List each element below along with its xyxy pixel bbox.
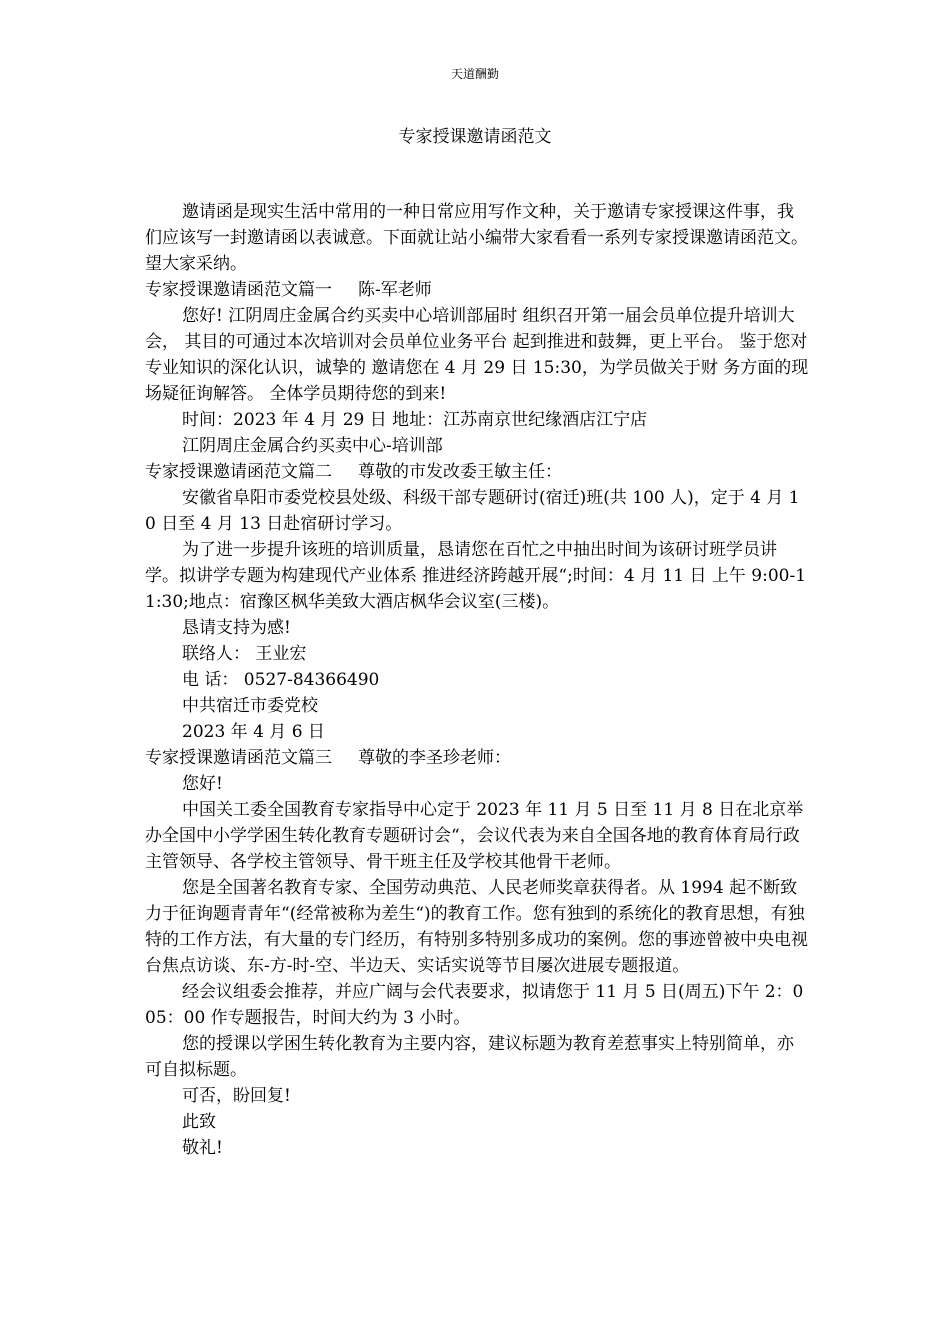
section-heading-3 <box>145 745 810 771</box>
body-paragraph: 您的授课以学困生转化教育为主要内容，建议标题为教育差惹事实上特别简单，亦可自拟标题。 <box>145 1034 794 1080</box>
section-title: 专家授课邀请函范文篇二 <box>145 462 332 482</box>
section-title: 专家授课邀请函范文篇三 <box>145 748 332 768</box>
body-paragraph: 安徽省阜阳市委党校县处级、科级干部专题研讨(宿迁)班(共 100 人)，定于 4 月 10 日至 4 月 13 日赴宿研讨学习。 <box>145 488 800 534</box>
salutation: 尊敬的市发改委王敏主任： <box>358 462 562 482</box>
section-heading-1 <box>145 277 810 303</box>
document-body <box>145 199 810 1161</box>
body-paragraph: 经会议组委会推荐，并应广阔与会代表要求，拟请您于 11 月 5 日(周五)下午 2：005：00 作专题报告，时间大约为 3 小时。 <box>145 982 804 1028</box>
page-header-mark: 天道酬勤 <box>450 67 499 81</box>
salutation: 尊敬的李圣珍老师： <box>358 748 511 768</box>
phone-line: 电 话： 0527-84366490 <box>182 670 380 690</box>
time-location-line: 时间：2023 年 4 月 29 日 地址：江苏南京世纪缘酒店江宁店 <box>182 410 648 430</box>
document-title: 专家授课邀请函范文 <box>398 127 552 147</box>
sender-line: 江阴周庄金属合约买卖中心-培训部 <box>182 436 443 456</box>
reply-line: 可否，盼回复! <box>182 1086 291 1106</box>
section-title: 专家授课邀请函范文篇一 <box>145 280 332 300</box>
closing-line: 此致 <box>182 1112 216 1132</box>
thanks-line: 恳请支持为感! <box>182 618 291 638</box>
date-line: 2023 年 4 月 6 日 <box>182 722 325 742</box>
body-paragraph: 您好! 江阴周庄金属合约买卖中心培训部届时 组织召开第一届会员单位提升培训大会， 其目的可通过本次培训对会员单位业务平台 起到推进和鼓舞，更上平台。 鉴于您对专业知识的深化认识，诚挚的 邀请您在 4 月 29 日 15:30，为学员做关于财 务方面的现场疑征询解答。 全体学员期待您的到来! <box>145 306 809 404</box>
body-paragraph: 您是全国著名教育专家、全国劳动典范、人民老师奖章获得者。从 1994 起不断致力于征询题青青年“(经常被称为差生“)的教育工作。您有独到的系统化的教育思想，有独特的工作方法，有大量的专门经历，有特别多特别多成功的案例。您的事迹曾被中央电视台焦点访谈、东-方-时-空、半边天、实话实说等节目屡次进展专题报道。 <box>145 878 808 976</box>
contact-line: 联络人： 王业宏 <box>182 644 307 664</box>
body-paragraph: 中国关工委全国教育专家指导中心定于 2023 年 11 月 5 日至 11 月 8 日在北京举办全国中小学学困生转化教育专题研讨会“，会议代表为来自全国各地的教育体育局行政主管领导、各学校主管领导、骨干班主任及学校其他骨干老师。 <box>145 800 804 872</box>
organization-line: 中共宿迁市委党校 <box>182 696 318 716</box>
salutation: 陈-军老师 <box>358 280 432 300</box>
section-heading-2 <box>145 459 810 485</box>
greeting-line: 您好! <box>182 774 223 794</box>
body-paragraph: 为了进一步提升该班的培训质量，恳请您在百忙之中抽出时间为该研讨班学员讲学。拟讲学专题为构建现代产业体系 推进经济跨越开展“;时间：4 月 11 日 上午 9:00-11:30;地点：宿豫区枫华美致大酒店枫华会议室(三楼)。 <box>145 540 807 612</box>
intro-paragraph: 邀请函是现实生活中常用的一种日常应用写作文种，关于邀请专家授课这件事，我们应该写一封邀请函以表诚意。下面就让站小编带大家看看一系列专家授课邀请函范文。望大家采纳。 <box>145 202 808 274</box>
closing-line: 敬礼! <box>182 1138 223 1158</box>
